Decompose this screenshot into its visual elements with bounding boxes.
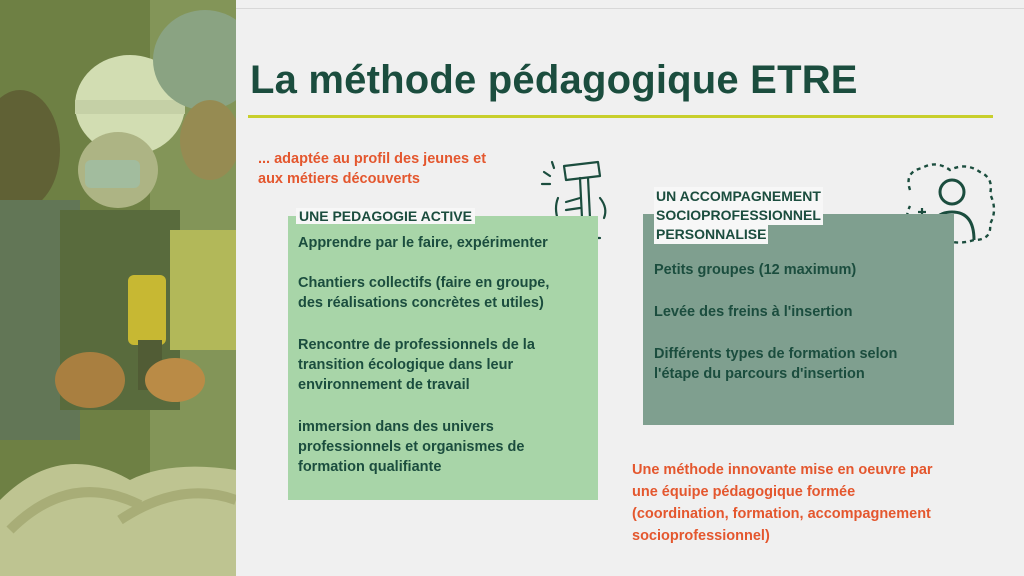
support-heading-line: PERSONNALISE [656, 226, 767, 242]
list-item [654, 302, 944, 322]
list-item [654, 344, 944, 384]
outro-line: une équipe pédagogique formée [632, 484, 856, 500]
outro-text [632, 459, 1002, 547]
support-list [654, 260, 944, 384]
list-item-line: Levée des freins à l'insertion [654, 304, 853, 320]
support-heading [654, 187, 823, 244]
list-item-line: Différents types de formation selon [654, 346, 898, 362]
intro-text [258, 149, 538, 189]
active-pedagogy-list [298, 233, 588, 477]
outro-line: socioprofessionnel) [632, 528, 770, 544]
list-item-line: des réalisations concrètes et utiles) [298, 295, 544, 311]
list-item [654, 260, 944, 280]
list-item-line: l'étape du parcours d'insertion [654, 366, 865, 382]
outro-line: (coordination, formation, accompagnement [632, 506, 931, 522]
list-item-line: Rencontre de professionnels de la [298, 337, 535, 353]
list-item-line: professionnels et organismes de [298, 439, 525, 455]
list-item [298, 273, 588, 313]
list-item-line: Petits groupes (12 maximum) [654, 262, 857, 278]
list-item-line: Chantiers collectifs (faire en groupe, [298, 275, 550, 291]
list-item-line: environnement de travail [298, 377, 470, 393]
intro-line: aux métiers découverts [258, 171, 420, 187]
list-item [298, 233, 588, 253]
slide-title: La méthode pédagogique ETRE [250, 58, 858, 102]
list-item-line: immersion dans des univers [298, 419, 494, 435]
intro-line: ... adaptée au profil des jeunes et [258, 151, 487, 167]
list-item [298, 417, 588, 477]
outro-line: Une méthode innovante mise en oeuvre par [632, 462, 933, 478]
list-item [298, 335, 588, 395]
list-item-line: Apprendre par le faire, expérimenter [298, 235, 548, 251]
title-underline [248, 115, 993, 118]
support-heading-line: UN ACCOMPAGNEMENT [656, 188, 821, 204]
list-item-line: transition écologique dans leur [298, 357, 514, 373]
workers-photo [0, 0, 236, 576]
active-pedagogy-heading: UNE PEDAGOGIE ACTIVE [296, 208, 475, 224]
support-heading-line: SOCIOPROFESSIONNEL [656, 207, 821, 223]
list-item-line: formation qualifiante [298, 459, 442, 475]
